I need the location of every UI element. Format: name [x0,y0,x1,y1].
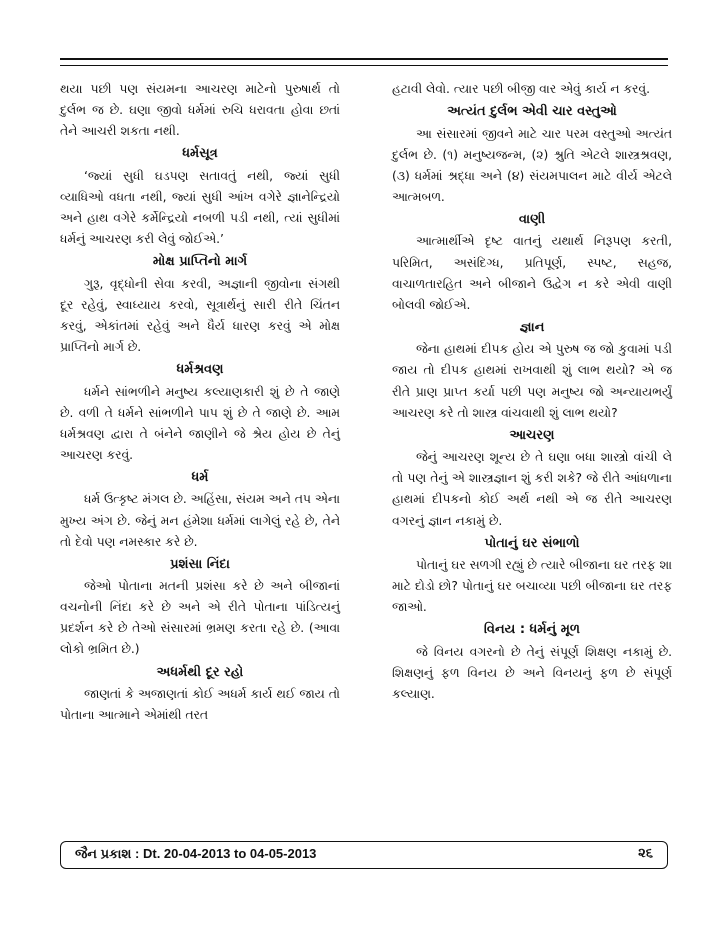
paragraph: પોતાનું ઘર સળગી રહ્યું છે ત્યારે બીજાના ઘર તરફ શા માટે દોડો છો? પોતાનું ઘર બચાવ્યા પછી બીજાના ઘર તરફ જાઓ. [392,558,672,615]
paragraph: ‘જ્યાં સુધી ઘડપણ સતાવતું નથી, જ્યાં સુધી વ્યાધિઓ વધતા નથી, જ્યાં સુધી આંખ વગેરે જ્ઞાનેન્દ્રિયો અને હાથ વગેરે કર્મેન્દ્રિયો નબળી પડી નથી, ત્યાં સુધીમાં ધર્મનું આચરણ કરી લેવું જોઈએ.’ [60,168,340,247]
paragraph: જાણતાં કે અજાણતાં કોઈ અધર્મ કાર્ય થઈ જાય તો પોતાના આત્માને એમાંથી તરત [60,687,340,723]
paragraph: આ સંસારમાં જીવને માટે ચાર પરમ વસ્તુઓ અત્યંત દુર્લભ છે. (૧) મનુષ્યજન્મ, (૨) શ્રુતિ એટલે શાસ્ત્રશ્રવણ, (૩) ધર્મમાં શ્રદ્ધા અને (૪) સંયમપાલન માટે વીર્ય એટલે આત્મબળ. [392,126,672,204]
paragraph: જેના હાથમાં દીપક હોય એ પુરુષ જ જો કુવામાં પડી જાય તો દીપક હાથમાં રાખવાથી શું લાભ થયો? એ જ રીતે પ્રાણ પ્રાપ્ત કર્યા પછી પણ મનુષ્ય જો અન્યાયભર્યું આચરણ કરે તો શાસ્ત્ર વાંચવાથી શું લાભ થયો? [392,342,672,420]
section-heading: ધર્મસૂત્ર [182,146,218,162]
section-heading: મોક્ષ પ્રાપ્તિનો માર્ગ [152,254,248,270]
right-column [392,79,672,705]
section-heading: વિનય : ધર્મનું મૂળ [483,622,581,638]
section-heading: પોતાનું ઘર સંભાળો [484,535,580,551]
section-heading: વાણી [518,211,546,227]
top-rule-thin [60,65,668,66]
paragraph: જેનું આચરણ શૂન્ય છે તે ઘણા બધા શાસ્ત્રો વાંચી લે તો પણ તેનું એ શાસ્ત્રજ્ઞાન શું કરી શકે? જે રીતે આંધળાના હાથમાં દીપકનો કોઈ અર્થ નથી એ જ રીતે આચરણ વગરનું જ્ઞાન નકામું છે. [392,450,672,528]
section-heading: જ્ઞાન [519,319,545,335]
section-heading: પ્રશંસા નિંદા [170,556,230,572]
section-heading: અધર્મથી દૂર રહો [156,664,244,680]
section-heading: આચરણ [509,427,555,443]
footer-publication: જૈન પ્રકાશ : Dt. 20-04-2013 to 04-05-2013 [75,846,317,861]
section-heading: અત્યંત દુર્લભ એવી ચાર વસ્તુઓ [447,104,617,120]
paragraph: આત્માર્થીએ દૃષ્ટ વાતનું યથાર્થ નિરૂપણ કરતી, પરિમિત, અસંદિગ્ધ, પ્રતિપૂર્ણ, સ્પષ્ટ, સહજ, વાચાળતારહિત અને બીજાને ઉદ્વેગ ન કરે એવી વાણી બોલવી જોઈએ. [392,234,672,312]
paragraph: ધર્મને સાંભળીને મનુષ્ય કલ્યાણકારી શું છે તે જાણે છે. વળી તે ધર્મને સાંભળીને પાપ શું છે તે જાણે છે. આમ ધર્મશ્રવણ દ્વારા તે બંનેને જાણીને જે શ્રેય હોય છે તેનું આચરણ કરવું. [60,384,340,462]
footer [60,841,668,869]
left-column [60,79,340,726]
section-heading: ધર્મ [191,469,209,485]
paragraph: જે વિનય વગરનો છે તેનું સંપૂર્ણ શિક્ષણ નકામું છે. શિક્ષણનું ફળ વિનય છે અને વિનયનું ફળ છે સંપૂર્ણ કલ્યાણ. [392,644,672,702]
paragraph: જેઓ પોતાના મતની પ્રશંસા કરે છે અને બીજાનાં વચનોની નિંદા કરે છે અને એ રીતે પોતાના પાંડિત્યનું પ્રદર્શન કરે છે તેઓ સંસારમાં ભ્રમણ કરતા રહે છે. (આવા લોકો ભ્રમિત છે.) [60,579,340,657]
paragraph: હટાવી લેવો. ત્યાર પછી બીજી વાર એવું કાર્ય ન કરવું. [392,82,650,96]
paragraph: ગુરૂ, વૃદ્ધોની સેવા કરવી, અજ્ઞાની જીવોના સંગથી દૂર રહેવું, સ્વાધ્યાય કરવો, સૂત્રાર્થનું સારી રીતે ચિંતન કરવું, એકાંતમાં રહેવું અને ધૈર્ય ધારણ કરવું એ મોક્ષ પ્રાપ્તિનો માર્ગ છે. [60,276,340,354]
footer-page-number: ૨૬ [638,846,653,861]
paragraph: ધર્મ ઉત્કૃષ્ટ મંગલ છે. અહિંસા, સંયમ અને તપ એના મુખ્ય અંગ છે. જેનું મન હંમેશા ધર્મમાં લાગેલું રહે છે, તેને તો દેવો પણ નમસ્કાર કરે છે. [60,492,340,549]
section-heading: ધર્મશ્રવણ [176,362,224,378]
paragraph: થયા પછી પણ સંયમના આચરણ માટેનો પુરુષાર્થ તો દુર્લભ જ છે. ઘણા જીવો ધર્મમાં રુચિ ધરાવતા હોવા છતાં તેને આચરી શકતા નથી. [60,82,340,139]
top-rule-thick [60,58,668,60]
